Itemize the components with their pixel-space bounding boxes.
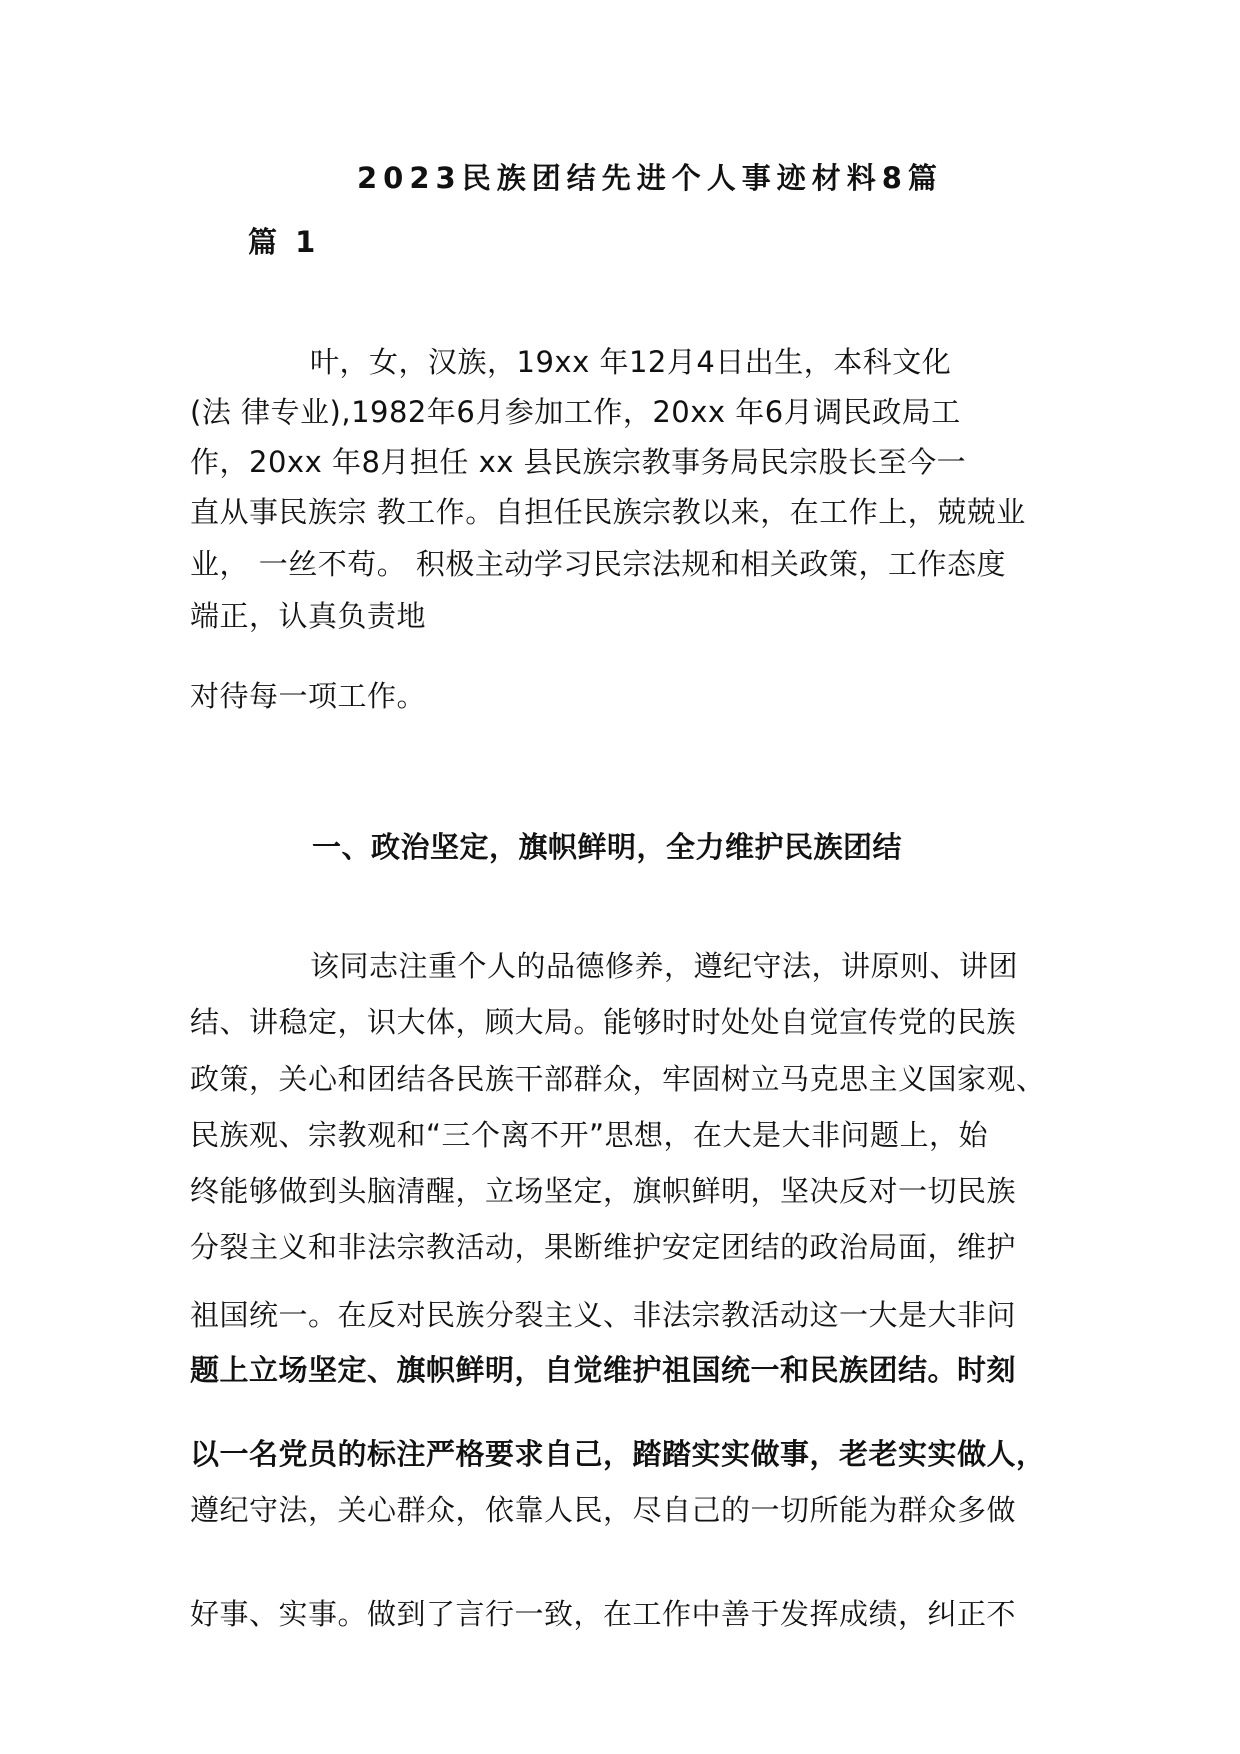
section-heading: 一、政治坚定，旗帜鲜明，全力维护民族团结 bbox=[312, 830, 903, 864]
paragraph-line: 政策，关心和团结各民族干部群众，牢固树立马克思主义国家观、 bbox=[190, 1062, 1046, 1096]
paragraph-line: 民族观、宗教观和“三个离不开”思想，在大是大非问题上，始 bbox=[190, 1118, 989, 1152]
paragraph-line: (法 律专业),1982年6月参加工作，20xx 年6月调民政局工 bbox=[190, 395, 961, 429]
paragraph-line: 业， 一丝不苟。 积极主动学习民宗法规和相关政策，工作态度 bbox=[190, 547, 1006, 581]
paragraph-line-bold: 以一名党员的标注严格要求自己，踏踏实实做事，老老实实做人， bbox=[190, 1437, 1046, 1471]
paragraph-line: 遵纪守法，关心群众，依靠人民，尽自己的一切所能为群众多做 bbox=[190, 1493, 1017, 1527]
paragraph-line: 对待每一项工作。 bbox=[190, 679, 427, 713]
paragraph-line: 分裂主义和非法宗教活动，果断维护安定团结的政治局面，维护 bbox=[190, 1230, 1017, 1264]
paragraph-line: 好事、实事。做到了言行一致，在工作中善于发挥成绩，纠正不 bbox=[190, 1597, 1017, 1631]
section-label: 篇 1 bbox=[248, 225, 320, 259]
paragraph-line: 结、讲稳定，识大体，顾大局。能够时时处处自觉宣传党的民族 bbox=[190, 1005, 1017, 1039]
paragraph-line: 作，20xx 年8月担任 xx 县民族宗教事务局民宗股长至今一 bbox=[190, 445, 967, 479]
paragraph-line: 叶，女，汉族，19xx 年12月4日出生，本科文化 bbox=[310, 345, 952, 379]
paragraph-line-bold: 题上立场坚定、旗帜鲜明，自觉维护祖国统一和民族团结。时刻 bbox=[190, 1353, 1017, 1387]
paragraph-line: 直从事民族宗 教工作。自担任民族宗教以来，在工作上，兢兢业 bbox=[190, 495, 1026, 529]
document-title: 2023民族团结先进个人事迹材料8篇 bbox=[357, 161, 943, 195]
paragraph-line: 端正，认真负责地 bbox=[190, 599, 427, 633]
paragraph-line: 该同志注重个人的品德修养，遵纪守法，讲原则、讲团 bbox=[310, 949, 1019, 983]
paragraph-line: 祖国统一。在反对民族分裂主义、非法宗教活动这一大是大非问 bbox=[190, 1298, 1017, 1332]
paragraph-line: 终能够做到头脑清醒，立场坚定，旗帜鲜明，坚决反对一切民族 bbox=[190, 1174, 1017, 1208]
